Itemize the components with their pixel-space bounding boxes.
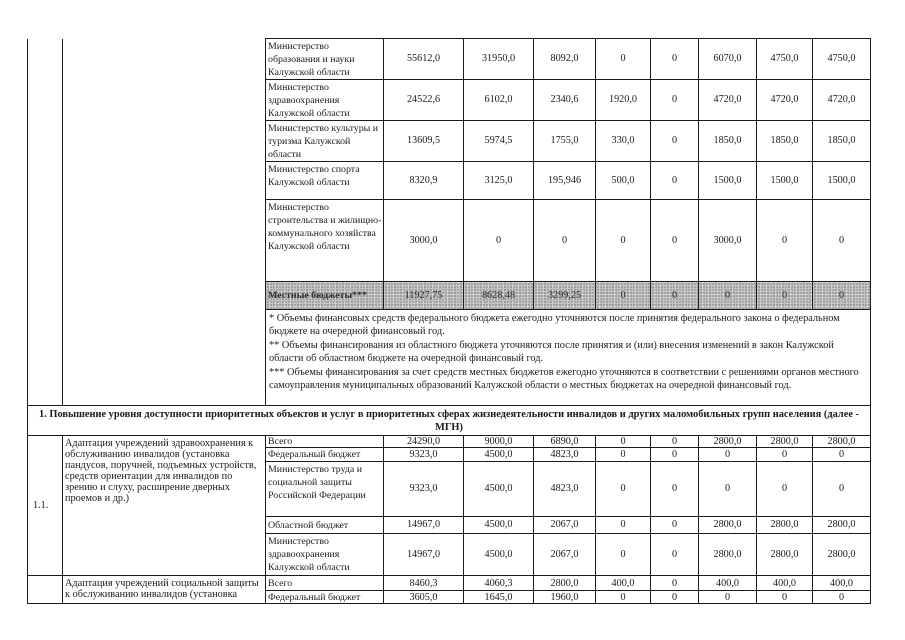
source-name: Областной бюджет	[266, 517, 384, 534]
value-cell: 0	[651, 39, 699, 80]
value-cell: 8628,48	[464, 282, 534, 310]
value-cell: 0	[757, 448, 813, 462]
row-number: 1.1.	[28, 436, 63, 576]
value-cell: 2800,0	[757, 534, 813, 576]
source-name: Министерство здравоохранения Калужской области	[266, 80, 384, 121]
value-cell: 4823,0	[534, 462, 596, 517]
value-cell: 0	[596, 517, 651, 534]
value-cell: 2800,0	[757, 517, 813, 534]
value-cell: 1500,0	[813, 162, 871, 200]
value-cell: 0	[813, 462, 871, 517]
value-cell: 13609,5	[384, 121, 464, 162]
source-name: Всего	[266, 436, 384, 448]
value-cell: 5974,5	[464, 121, 534, 162]
value-cell: 0	[757, 200, 813, 282]
value-cell: 0	[596, 534, 651, 576]
source-name: Министерство образования и науки Калужской области	[266, 39, 384, 80]
value-cell: 4823,0	[534, 448, 596, 462]
value-cell: 195,946	[534, 162, 596, 200]
value-cell: 4750,0	[757, 39, 813, 80]
description-cell	[63, 39, 266, 406]
value-cell: 6070,0	[699, 39, 757, 80]
table-row	[28, 39, 871, 80]
value-cell: 24522,6	[384, 80, 464, 121]
value-cell: 9323,0	[384, 448, 464, 462]
value-cell: 0	[813, 200, 871, 282]
value-cell: 4060,3	[464, 576, 534, 591]
source-name: Министерство спорта Калужской области	[266, 162, 384, 200]
value-cell: 0	[596, 39, 651, 80]
value-cell: 0	[651, 448, 699, 462]
value-cell: 8320,9	[384, 162, 464, 200]
value-cell: 500,0	[596, 162, 651, 200]
row-number-cell	[28, 39, 63, 406]
value-cell: 0	[596, 591, 651, 604]
table-row	[28, 436, 871, 448]
value-cell: 3605,0	[384, 591, 464, 604]
value-cell: 4720,0	[813, 80, 871, 121]
value-cell: 2800,0	[813, 534, 871, 576]
value-cell: 2800,0	[534, 576, 596, 591]
value-cell: 9000,0	[464, 436, 534, 448]
financing-table	[27, 38, 871, 604]
value-cell: 1500,0	[699, 162, 757, 200]
source-name: Всего	[266, 576, 384, 591]
value-cell: 3299,25	[534, 282, 596, 310]
value-cell: 1645,0	[464, 591, 534, 604]
value-cell: 4500,0	[464, 517, 534, 534]
value-cell: 1850,0	[813, 121, 871, 162]
value-cell: 0	[813, 591, 871, 604]
value-cell: 0	[651, 576, 699, 591]
value-cell: 0	[651, 282, 699, 310]
footnotes	[266, 310, 871, 406]
value-cell: 0	[651, 80, 699, 121]
value-cell: 0	[596, 436, 651, 448]
value-cell: 0	[464, 200, 534, 282]
value-cell: 14967,0	[384, 517, 464, 534]
value-cell: 9323,0	[384, 462, 464, 517]
value-cell: 0	[596, 448, 651, 462]
value-cell: 3000,0	[699, 200, 757, 282]
value-cell: 8092,0	[534, 39, 596, 80]
value-cell: 2800,0	[699, 517, 757, 534]
value-cell: 3000,0	[384, 200, 464, 282]
value-cell: 1850,0	[757, 121, 813, 162]
footnote: ** Объемы финансирования из областного бюджета уточняются после принятия и (или) внесения изменений в закон Калужской области об областном бюджете на очередной финансовый год.	[269, 339, 834, 365]
footnote: * Объемы финансовых средств федерального бюджета ежегодно уточняются после принятия федерального закона о федеральном бюджете на очередной финансовый год.	[269, 313, 840, 338]
value-cell: 4720,0	[757, 80, 813, 121]
value-cell: 4750,0	[813, 39, 871, 80]
value-cell: 0	[651, 121, 699, 162]
value-cell: 2800,0	[757, 436, 813, 448]
value-cell: 6890,0	[534, 436, 596, 448]
value-cell: 14967,0	[384, 534, 464, 576]
value-cell: 0	[534, 200, 596, 282]
value-cell: 0	[757, 462, 813, 517]
value-cell: 0	[651, 591, 699, 604]
value-cell: 3125,0	[464, 162, 534, 200]
value-cell: 0	[651, 462, 699, 517]
value-cell: 2800,0	[813, 436, 871, 448]
source-name: Министерство здравоохранения Калужской области	[266, 534, 384, 576]
value-cell: 6102,0	[464, 80, 534, 121]
value-cell: 330,0	[596, 121, 651, 162]
value-cell: 0	[699, 282, 757, 310]
source-name: Министерство труда и социальной защиты Российской Федерации	[266, 462, 384, 517]
value-cell: 4720,0	[699, 80, 757, 121]
table-row	[28, 576, 871, 591]
value-cell: 4500,0	[464, 448, 534, 462]
value-cell: 0	[757, 282, 813, 310]
value-cell: 24290,0	[384, 436, 464, 448]
value-cell: 0	[757, 591, 813, 604]
value-cell: 400,0	[813, 576, 871, 591]
value-cell: 0	[651, 436, 699, 448]
section-title-row	[28, 406, 871, 436]
value-cell: 0	[596, 282, 651, 310]
value-cell: 0	[813, 448, 871, 462]
value-cell: 2340,6	[534, 80, 596, 121]
measure-description: Адаптация учреждений здравоохранения к обслуживанию инвалидов (установка пандусов, поручней, подъемных устройств, средств ориентации для инвалидов по зрению и слуху, расширение дверных проемов и др.)	[63, 436, 266, 576]
value-cell: 8460,3	[384, 576, 464, 591]
value-cell: 0	[651, 200, 699, 282]
value-cell: 2800,0	[813, 517, 871, 534]
value-cell: 2067,0	[534, 517, 596, 534]
value-cell: 400,0	[757, 576, 813, 591]
value-cell: 11927,75	[384, 282, 464, 310]
value-cell: 1960,0	[534, 591, 596, 604]
value-cell: 0	[651, 162, 699, 200]
value-cell: 0	[813, 282, 871, 310]
value-cell: 2067,0	[534, 534, 596, 576]
measure-description: Адаптация учреждений социальной защиты к обслуживанию инвалидов (установка	[63, 576, 266, 604]
value-cell: 4500,0	[464, 462, 534, 517]
value-cell: 0	[596, 200, 651, 282]
value-cell: 2800,0	[699, 534, 757, 576]
value-cell: 55612,0	[384, 39, 464, 80]
local-budgets-label: Местные бюджеты***	[266, 282, 384, 310]
value-cell: 2800,0	[699, 436, 757, 448]
footnote: *** Объемы финансирования за счет средств местных бюджетов ежегодно уточняются в соответствии с решениями органов местного самоуправления муниципальных образований Калужской области о местных бюджетах на очередной финансовый год.	[269, 366, 859, 392]
value-cell: 400,0	[596, 576, 651, 591]
value-cell: 1755,0	[534, 121, 596, 162]
source-name: Федеральный бюджет	[266, 448, 384, 462]
row-number	[28, 576, 63, 604]
section-title: 1. Повышение уровня доступности приоритетных объектов и услуг в приоритетных сферах жизнедеятельности инвалидов и других маломобильных групп населения (далее - МГН)	[28, 406, 871, 436]
source-name: Федеральный бюджет	[266, 591, 384, 604]
value-cell: 0	[596, 462, 651, 517]
value-cell: 1500,0	[757, 162, 813, 200]
source-name: Министерство строительства и жилищно-коммунального хозяйства Калужской области	[266, 200, 384, 282]
value-cell: 0	[651, 517, 699, 534]
value-cell: 400,0	[699, 576, 757, 591]
value-cell: 31950,0	[464, 39, 534, 80]
source-name: Министерство культуры и туризма Калужской области	[266, 121, 384, 162]
value-cell: 4500,0	[464, 534, 534, 576]
value-cell: 1920,0	[596, 80, 651, 121]
value-cell: 0	[651, 534, 699, 576]
value-cell: 0	[699, 462, 757, 517]
value-cell: 1850,0	[699, 121, 757, 162]
value-cell: 0	[699, 591, 757, 604]
value-cell: 0	[699, 448, 757, 462]
